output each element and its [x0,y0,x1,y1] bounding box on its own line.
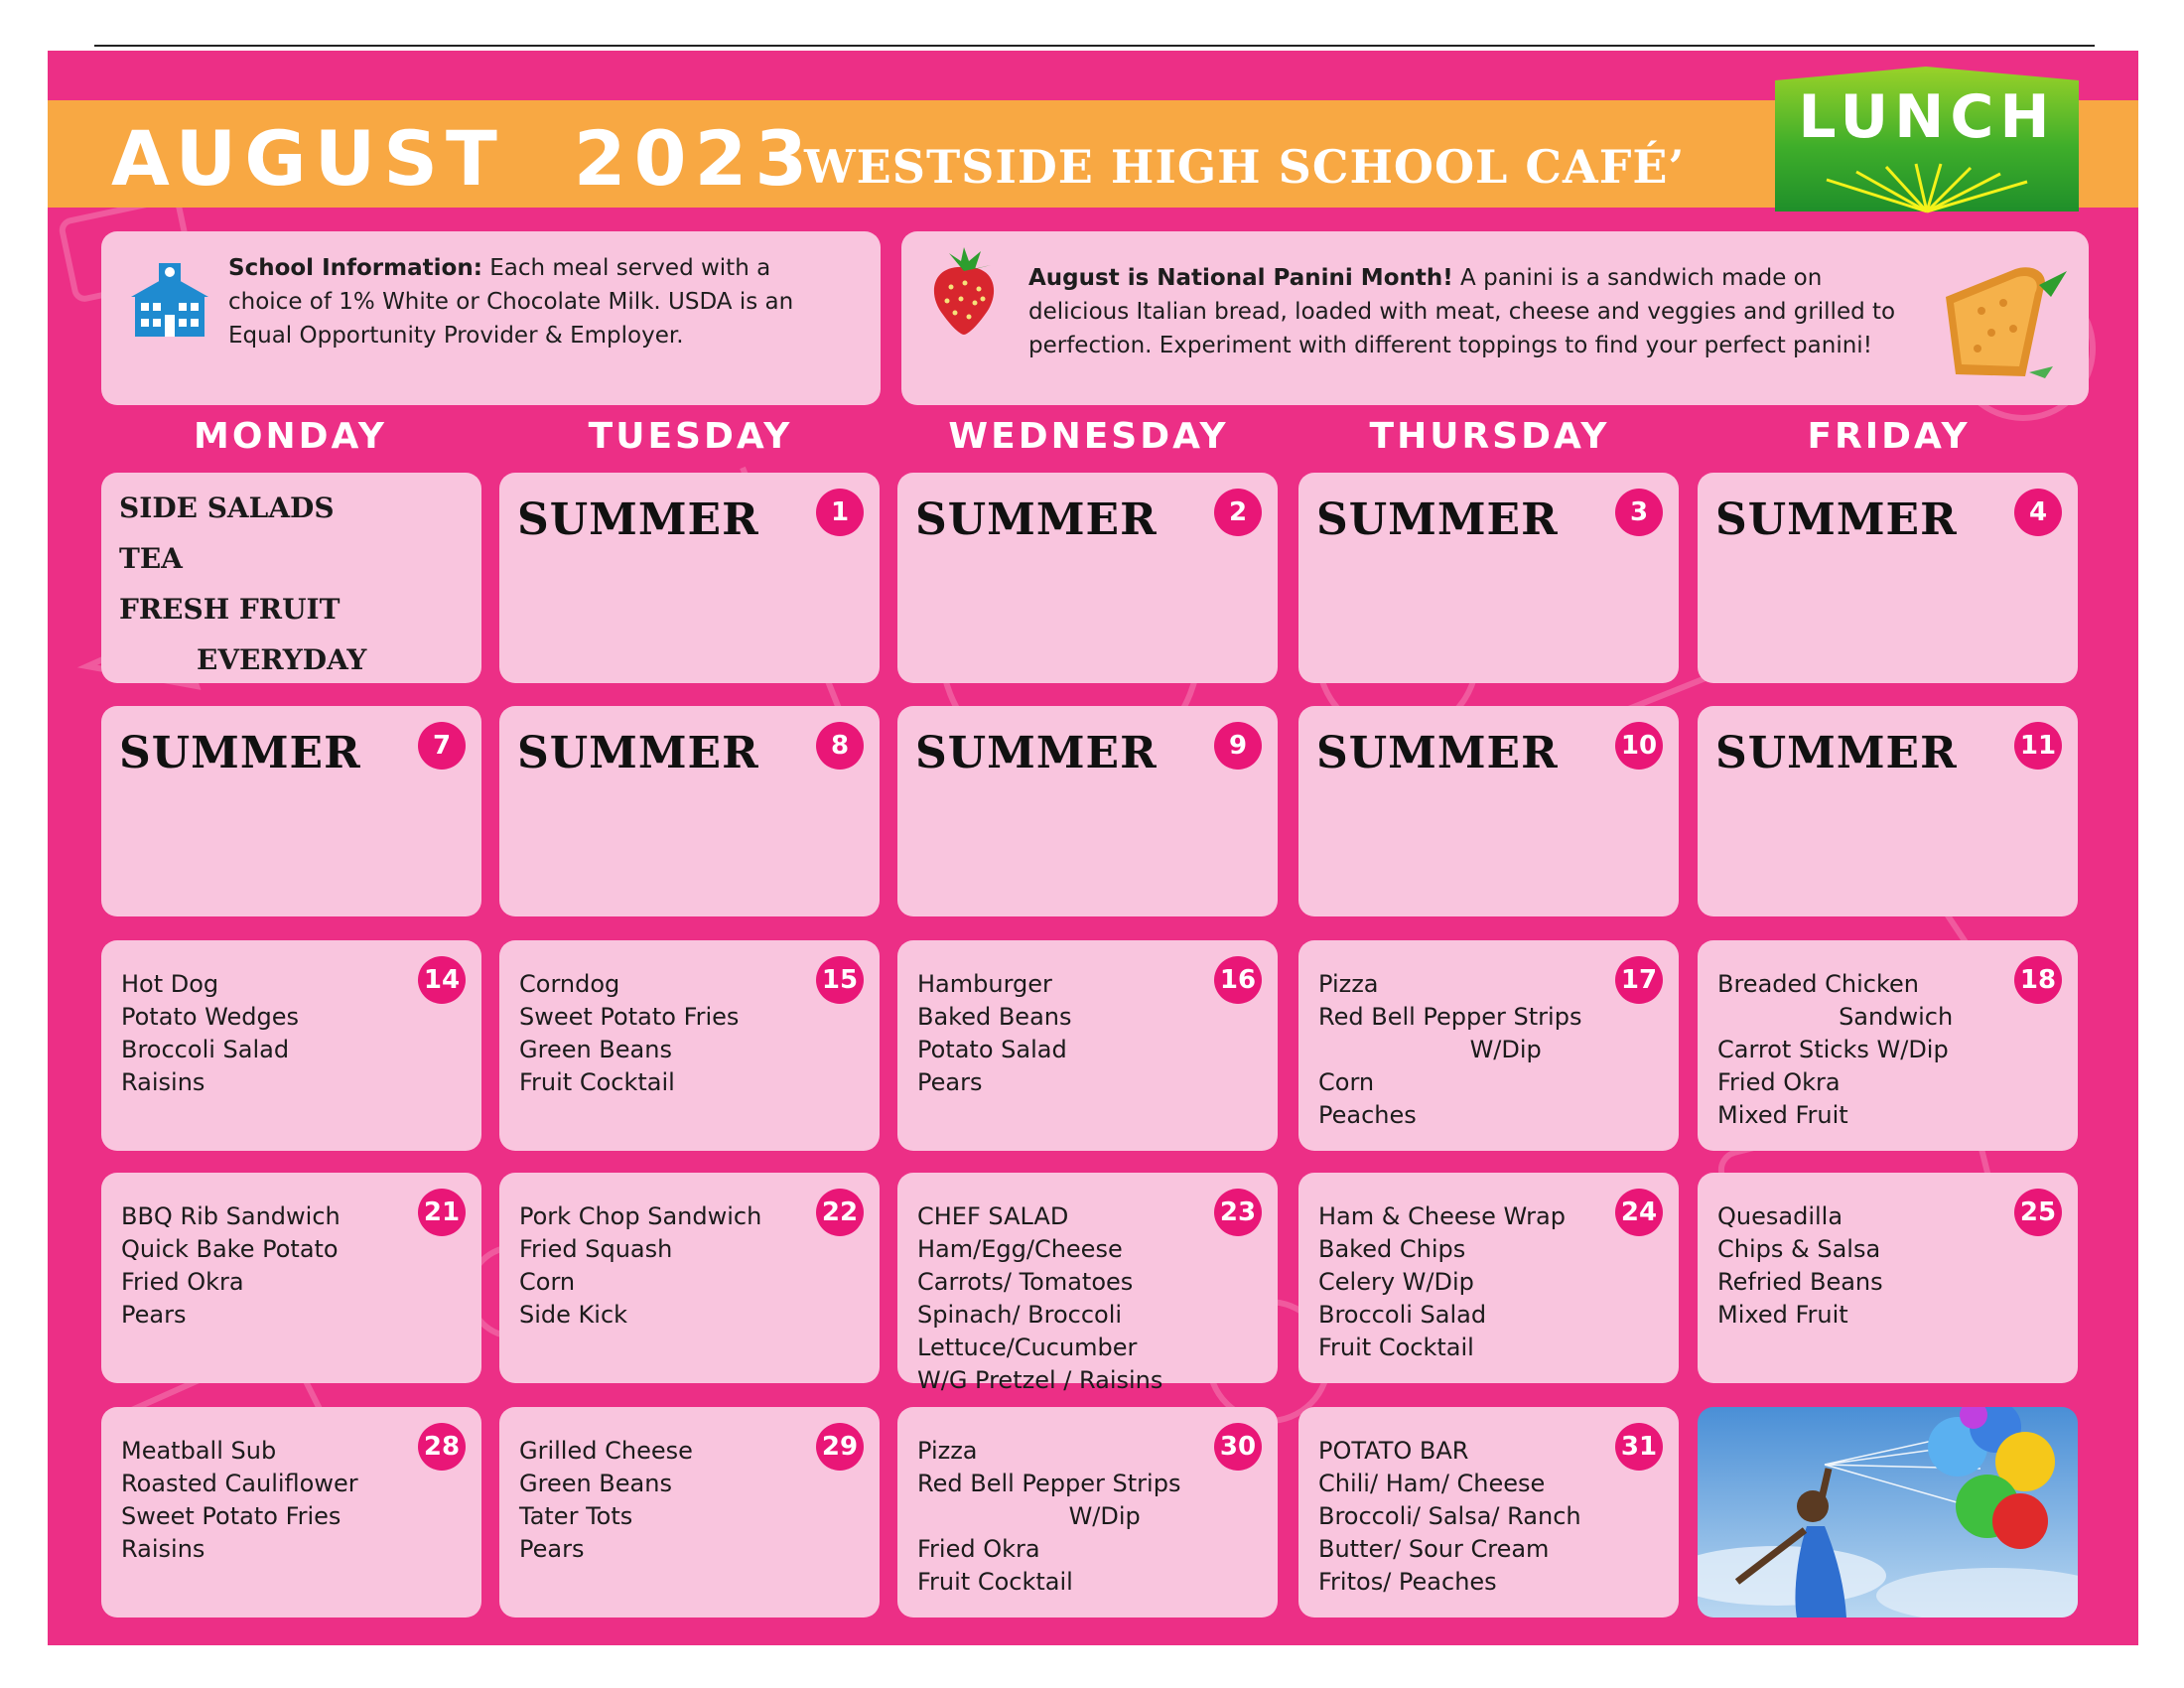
calendar-cell-3 [1298,473,1679,683]
calendar-cell-22 [499,1173,880,1383]
day-number: 16 [1214,956,1262,1004]
summer-label: SUMMER [1316,728,1559,778]
menu-items: Pizza Red Bell Pepper Strips W/Dip Fried Okra Fruit Cocktail [917,1437,1181,1596]
school-building-icon [129,261,210,341]
summer-label: SUMMER [1715,494,1958,545]
day-header-monday: MONDAY [194,416,387,457]
menu-items: BBQ Rib Sandwich Quick Bake Potato Fried Okra Pears [121,1202,341,1329]
school-info-text: School Information: Each meal served with a choice of 1% White or Chocolate Milk. USDA is an Equal Opportunity Provider & Employer. [228,255,794,349]
calendar-cell-23 [897,1173,1278,1394]
menu-items: Pork Chop Sandwich Fried Squash Corn Side Kick [519,1202,762,1329]
menu-items: Grilled Cheese Green Beans Tater Tots Pears [519,1437,693,1563]
calendar-cell-25 [1698,1173,2078,1383]
calendar-cell-16 [897,940,1278,1151]
menu-items: Quesadilla Chips & Salsa Refried Beans Mixed Fruit [1717,1202,1883,1329]
day-number: 21 [418,1189,466,1236]
calendar-cell-10 [1298,706,1679,916]
day-number: 11 [2014,722,2062,770]
sandwich-icon [1934,251,2083,390]
school-info-box [101,231,881,405]
day-number: 2 [1214,489,1262,536]
day-number: 9 [1214,722,1262,770]
menu-items: Hamburger Baked Beans Potato Salad Pears [917,970,1072,1096]
day-number: 1 [816,489,864,536]
menu-items: CHEF SALAD Ham/Egg/Cheese Carrots/ Tomatoes Spinach/ Broccoli Lettuce/Cucumber W/G Pretzel / Raisins [917,1202,1163,1394]
day-number: 10 [1615,722,1663,770]
menu-items: Corndog Sweet Potato Fries Green Beans Fruit Cocktail [519,970,740,1096]
menu-items: Meatball Sub Roasted Cauliflower Sweet Potato Fries Raisins [121,1437,358,1563]
summer-label: SUMMER [517,728,759,778]
top-rule [94,45,2095,47]
day-header-thursday: THURSDAY [1369,416,1610,457]
day-number: 23 [1214,1189,1262,1236]
side-items-list: SIDE SALADS TEA FRESH FRUIT EVERYDAY [119,492,367,676]
day-number: 24 [1615,1189,1663,1236]
day-number: 31 [1615,1423,1663,1471]
calendar-cell-30 [897,1407,1278,1618]
menu-items: Hot Dog Potato Wedges Broccoli Salad Raisins [121,970,299,1096]
panini-info-text: August is National Panini Month! A panini is a sandwich made on delicious Italian bread, loaded with meat, cheese and veggies and grilled to perfection. Experiment with different toppings to find your perfect panini! [1028,265,1896,358]
day-number: 25 [2014,1189,2062,1236]
calendar-cell-24 [1298,1173,1679,1383]
calendar-cell-29 [499,1407,880,1618]
calendar-cell-9 [897,706,1278,916]
calendar-cell-14 [101,940,481,1151]
calendar-cell-11 [1698,706,2078,916]
calendar-cell-31 [1298,1407,1679,1618]
summer-label: SUMMER [119,728,361,778]
school-title: WESTSIDE HIGH SCHOOL CAFÉ’ [804,140,1686,194]
summer-label: SUMMER [1316,494,1559,545]
strawberry-icon [921,243,1007,339]
day-header-friday: FRIDAY [1807,416,1971,457]
calendar-cell-21 [101,1173,481,1383]
day-number: 28 [418,1423,466,1471]
calendar-cell-18 [1698,940,2078,1151]
menu-items: POTATO BAR Chili/ Ham/ Cheese Broccoli/ Salsa/ Ranch Butter/ Sour Cream Fritos/ Peaches [1318,1437,1581,1596]
panini-info-box [901,231,2089,405]
lunch-label: LUNCH [1798,82,2056,152]
day-number: 22 [816,1189,864,1236]
calendar-cell-28 [101,1407,481,1618]
day-number: 17 [1615,956,1663,1004]
day-number: 8 [816,722,864,770]
day-number: 3 [1615,489,1663,536]
day-number: 7 [418,722,466,770]
summer-label: SUMMER [517,494,759,545]
calendar-cell-4 [1698,473,2078,683]
day-header-tuesday: TUESDAY [588,416,793,457]
day-header-wednesday: WEDNESDAY [948,416,1229,457]
calendar-cell-7 [101,706,481,916]
calendar-cell-2 [897,473,1278,683]
summer-label: SUMMER [915,494,1158,545]
day-number: 30 [1214,1423,1262,1471]
summer-label: SUMMER [1715,728,1958,778]
menu-items: Pizza Red Bell Pepper Strips W/Dip Corn Peaches [1318,970,1582,1129]
menu-items: Ham & Cheese Wrap Baked Chips Celery W/Dip Broccoli Salad Fruit Cocktail [1318,1202,1566,1361]
month-title: AUGUST 2023 [111,114,816,203]
day-number: 4 [2014,489,2062,536]
calendar-cell-1 [499,473,880,683]
day-number: 18 [2014,956,2062,1004]
summer-label: SUMMER [915,728,1158,778]
day-number: 15 [816,956,864,1004]
balloon-girl-photo [1698,1407,2078,1618]
menu-items: Breaded Chicken Sandwich Carrot Sticks W/Dip Fried Okra Mixed Fruit [1717,970,1954,1129]
day-number: 29 [816,1423,864,1471]
balloon-photo-illustration [1698,1407,2078,1618]
calendar-cell-8 [499,706,880,916]
calendar-cell-side-items [101,473,481,683]
day-number: 14 [418,956,466,1004]
calendar-cell-17 [1298,940,1679,1151]
calendar-board [48,51,2138,1645]
calendar-cell-15 [499,940,880,1151]
